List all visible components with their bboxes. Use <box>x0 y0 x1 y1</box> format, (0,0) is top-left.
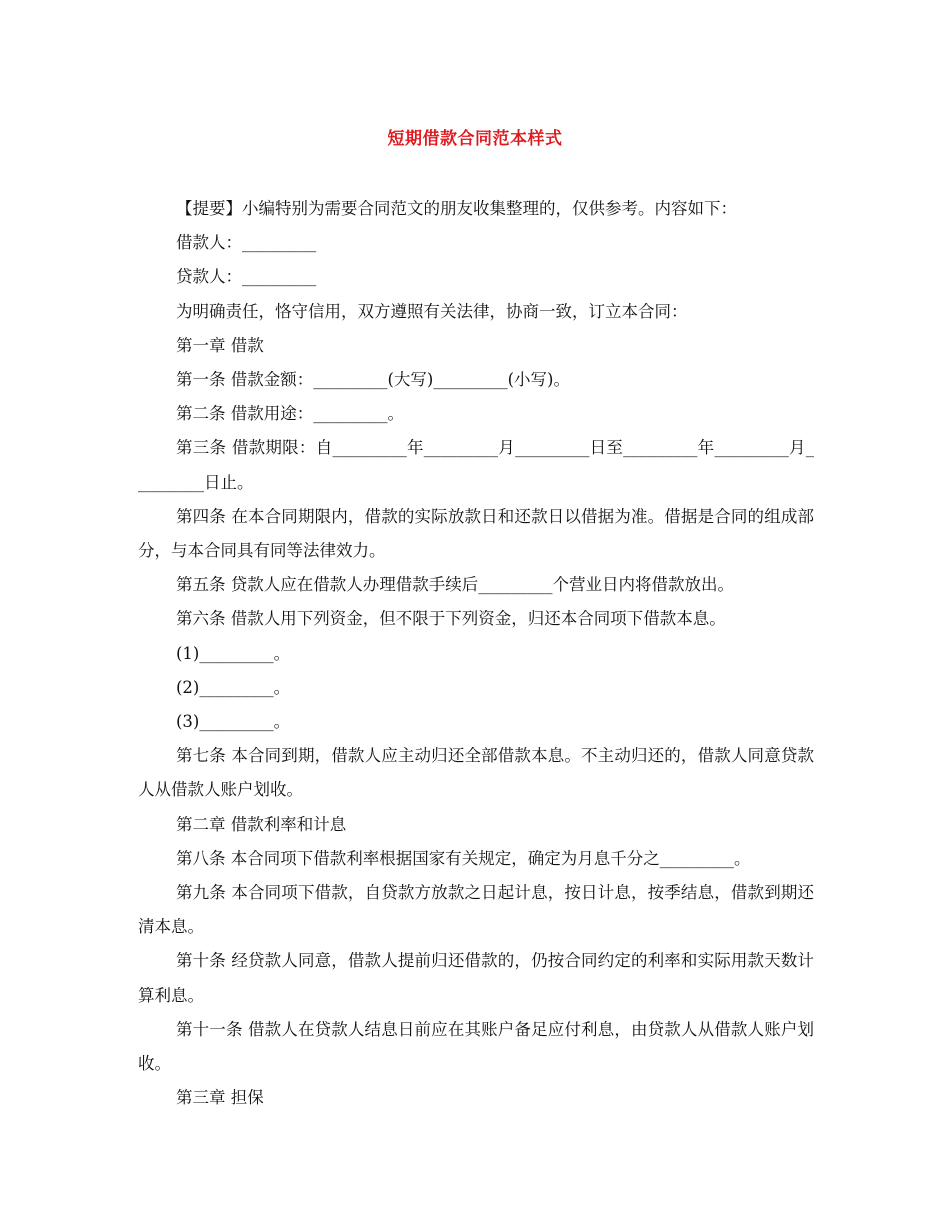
article-paragraph: 第四条 在本合同期限内，借款的实际放款日和还款日以借据为准。借据是合同的组成部分，与本合同具有同等法律效力。 <box>138 506 814 561</box>
summary-paragraph: 【提要】小编特别为需要合同范文的朋友收集整理的，仅供参考。内容如下： <box>176 199 737 218</box>
article-paragraph: 第五条 贷款人应在借款人办理借款手续后_________个营业日内将借款放出。 <box>176 575 734 595</box>
article-paragraph: 第十条 经贷款人同意，借款人提前归还借款的，仍按合同约定的利率和实际用款天数计算利息。 <box>138 951 814 1005</box>
list-item: (3)_________。 <box>176 712 291 732</box>
lender-line: 贷款人：_________ <box>176 267 317 287</box>
list-item: (1)_________。 <box>176 643 291 663</box>
borrower-line: 借款人：_________ <box>176 233 317 253</box>
article-paragraph: 第六条 借款人用下列资金，但不限于下列资金，归还本合同项下借款本息。 <box>176 609 726 629</box>
article-paragraph: 第三条 借款期限：自_________年_________月_________日至_________年_________月_________日止。 <box>138 438 814 492</box>
article-paragraph: 第七条 本合同到期，借款人应主动归还全部借款本息。不主动归还的，借款人同意贷款人从借款人账户划收。 <box>138 746 814 800</box>
preamble-paragraph: 为明确责任，恪守信用，双方遵照有关法律，协商一致，订立本合同： <box>176 301 688 321</box>
article-paragraph: 第九条 本合同项下借款，自贷款方放款之日起计息，按日计息，按季结息，借款到期还清本息。 <box>138 883 814 937</box>
list-item: (2)_________。 <box>176 677 291 697</box>
document-body <box>138 192 814 1115</box>
article-paragraph: 第十一条 借款人在贷款人结息日前应在其账户备足应付利息，由贷款人从借款人账户划收。 <box>138 1019 814 1074</box>
chapter-heading: 第二章 借款利率和计息 <box>176 814 347 834</box>
article-paragraph: 第二条 借款用途：_________。 <box>176 404 404 424</box>
article-paragraph: 第八条 本合同项下借款利率根据国家有关规定，确定为月息千分之_________。 <box>176 848 751 868</box>
article-paragraph: 第一条 借款金额：_________(大写)_________(小写)。 <box>176 370 570 390</box>
chapter-heading: 第一章 借款 <box>176 335 264 355</box>
document-title: 短期借款合同范本样式 <box>387 129 563 149</box>
chapter-heading: 第三章 担保 <box>176 1088 264 1108</box>
